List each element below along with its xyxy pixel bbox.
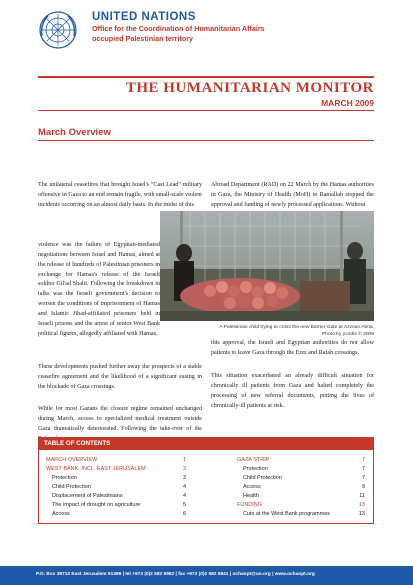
toc-entry-page: 5 [182,502,186,508]
toc-entry-page: 9 [361,484,365,490]
table-of-contents [38,437,374,524]
footer-contact: P.O. Box 38712 East Jerusalem 91386 | tel +972 (0)2 582 9962 | fax +972 (0)2 582 5841 | ochaopt@un.org | www.ochaopt.org [36,572,315,577]
photo-caption-text: A Palestinian child trying to cross the new Barrier Gate at Azzoun Atma. [219,325,374,330]
toc-entry-page: 4 [182,493,186,499]
toc-entry-label: GAZA STRIP [237,457,270,463]
toc-entry-label: Protection [52,475,77,481]
section-rule [38,140,374,141]
toc-entry-label: Child Protection [52,484,91,490]
toc-entry-page: 1 [182,457,186,463]
toc-entry[interactable] [243,466,365,472]
toc-entry-page: 7 [361,475,365,481]
toc-entry-page: 3 [182,475,186,481]
toc-entry-label: Displacement of Palestinians [52,493,123,499]
toc-entry-page: 7 [361,457,365,463]
toc-entry-label: FUNDING [237,502,263,508]
org-region: occupied Palestinian territory [92,34,194,43]
toc-entry[interactable] [243,493,365,499]
toc-entry-label: Child Protection [243,475,282,481]
toc-entry[interactable] [243,475,365,481]
toc-entry-page: 7 [361,466,365,472]
masthead [0,0,413,56]
toc-title: TABLE OF CONTENTS [44,440,111,447]
toc-entry-label: WEST BANK, INCL. EAST JERUSALEM [46,466,146,472]
toc-entry-page: 3 [182,466,186,472]
toc-entry-label: MARCH OVERVIEW [46,457,98,463]
overview-paragraph-3-end: this approval, the Israeli and Egyptian authorities do not allow patients to leave Gaza through the Erez and Rafah crossings. [211,340,374,356]
toc-entry-label: Access [243,484,261,490]
toc-entry[interactable] [243,484,365,490]
toc-entry[interactable] [52,475,186,481]
toc-entry-label: Access [52,511,70,517]
toc-entry[interactable] [52,484,186,490]
photo-credit: Photo by jcordis © 2009 [322,332,374,337]
header-rule-lower [38,110,374,111]
overview-paragraph-1b: violence was the failure of Egyptian-mediated negotiations between Israel and Hamas, aimed at the release of hundreds of Palestinian prisoners in exchange for Hamas's release of the Israeli soldier Gil'ad Shalit. Following the breakdown in talks was the Israeli government's decision to worsen the conditions of imprisonment of Hamas and Islamic Jihad-affiliated prisoners held in Israeli prisons and the arrest of senior West Bank political figures, allegedly affiliated with Hamas. [38,242,160,337]
toc-entry[interactable] [237,502,365,508]
toc-entry-page: 11 [359,493,365,499]
toc-entry-label: Protection [243,466,268,472]
toc-entry[interactable] [46,457,186,463]
photo-illustration [160,211,374,321]
barrier-gate-photo [160,211,374,321]
overview-paragraph-4: This situation exacerbated an already difficult situation for chronically ill patients from Gaza and halted completely the processing of new referral documents, putting the lives of chronically-ill patients at risk. [211,373,374,409]
toc-entry[interactable] [52,511,186,517]
header-rule [38,76,374,78]
overview-paragraph-3: While for most Gazans the closure regime remained unchanged during March, access to specialized medical treatment outside Gaza dramatically deteriorated. Following the take-over of the [38,406,202,432]
publication-title: THE HUMANITARIAN MONITOR [125,80,374,96]
org-subtitle: Office for the Coordination of Humanitarian Affairs [92,24,265,33]
toc-entry-page: 13 [358,502,365,508]
toc-entry-label: Cuts at the West Bank programmes [243,511,331,517]
overview-paragraph-1a: The unilateral ceasefires that brought Israel's "Cast Lead" military offensive in Gaza to an end remain fragile, with small-scale violent incidents occurring on an almost daily basis. In the midst of this [38,182,202,208]
toc-entry-page: 4 [182,484,186,490]
section-title: March Overview [38,127,111,138]
toc-entry-page: 6 [182,511,186,517]
overview-paragraph-2: These developments pushed further away the prospects of a stable ceasefire agreement and the likelihood of a significant easing in the blockade of Gaza crossings. [38,364,202,390]
toc-entry[interactable] [243,511,365,517]
toc-entry[interactable] [52,502,186,508]
toc-entry-label: The impact of drought on agriculture [52,502,141,508]
overview-paragraph-3-cont: Abroad Department (RAD) on 22 March by the Hamas authorities in Gaza, the Ministry of Health (MoH) in Ramallah stopped the approval and funding of newly processed applications. Without [211,182,374,208]
photo-caption [160,324,374,338]
footer-contact-bar [0,566,413,585]
org-title: UNITED NATIONS [92,11,196,23]
toc-entry[interactable] [52,493,186,499]
toc-entry[interactable] [237,457,365,463]
toc-entry-label: Health [243,493,259,499]
un-emblem-icon [38,10,78,50]
toc-entry[interactable] [46,466,186,472]
publication-date: MARCH 2009 [321,98,374,108]
toc-entry-page: 13 [358,511,365,517]
toc-header [39,438,373,450]
